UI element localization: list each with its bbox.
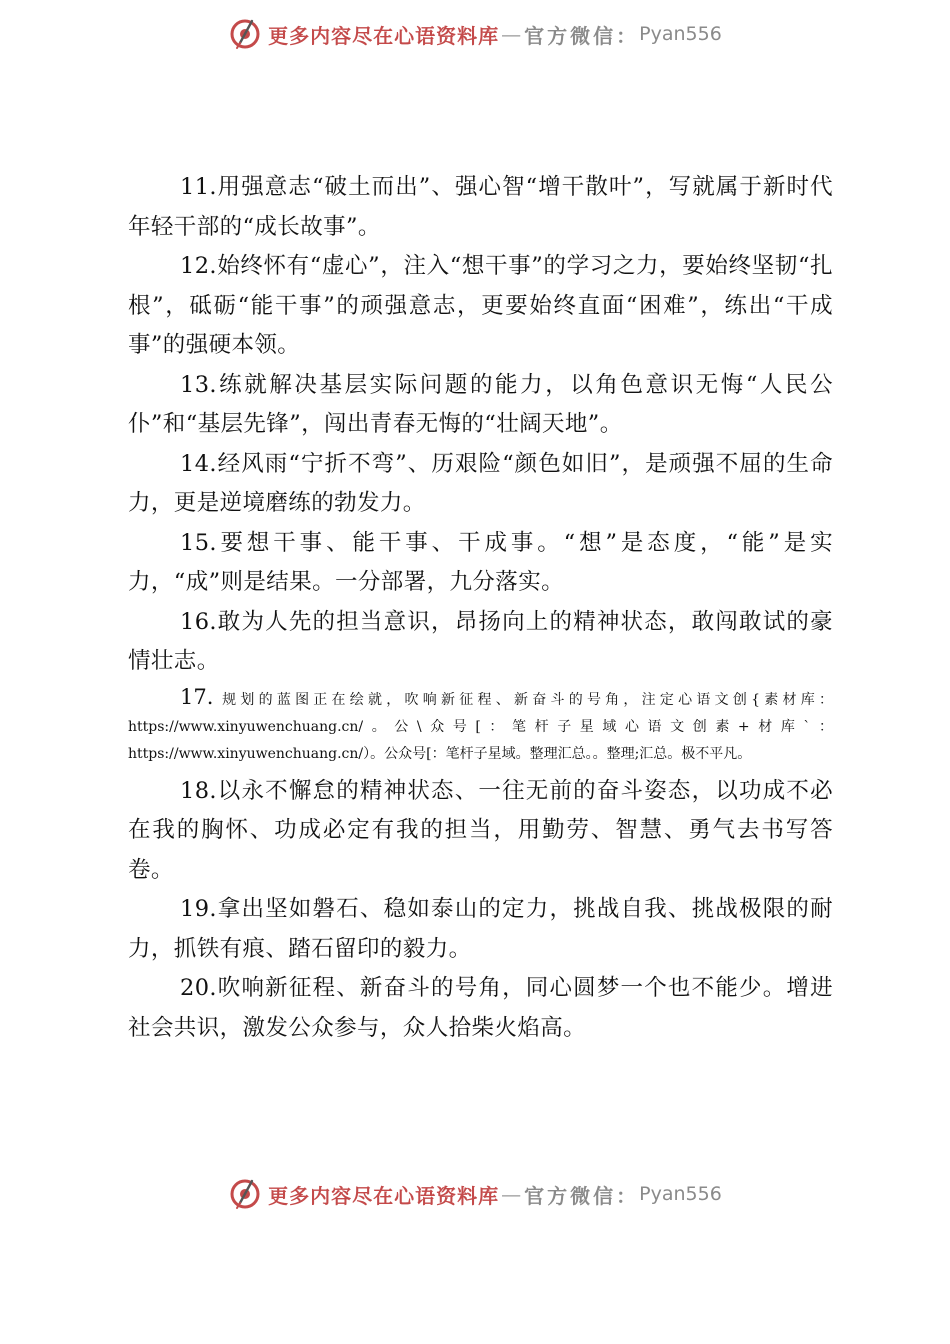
header-wechat-label: 官方微信： — [524, 23, 640, 48]
header-brand-text: 更多内容尽在心语资料库 — [268, 23, 500, 48]
paragraph-20: 20.吹响新征程、新奋斗的号角，同心圆梦一个也不能少。增进社会共识，激发公众参与，众人拾柴火焰高。 — [128, 975, 833, 1041]
paragraph-15: 15.要想干事、能干事、干成事。“想”是态度，“能”是实力，“成”则是结果。一分部署，九分落实。 — [128, 529, 833, 595]
header-dash: — — [501, 22, 523, 46]
brush-seal-logo-icon — [228, 1177, 262, 1211]
header-watermark — [0, 14, 950, 54]
brush-seal-logo-icon — [228, 17, 262, 51]
paragraph-17-number: 17. — [180, 684, 214, 709]
footer-wechat-id: Pyan556 — [639, 1183, 722, 1205]
header-wechat-id: Pyan556 — [639, 23, 722, 45]
paragraph-16: 16.敢为人先的担当意识，昂扬向上的精神状态，敢闯敢试的豪情壮志。 — [128, 608, 833, 674]
footer-dash: — — [501, 1182, 523, 1206]
paragraph-17 — [128, 684, 833, 768]
paragraph-13: 13.练就解决基层实际问题的能力，以角色意识无悔“人民公仆”和“基层先锋”，闯出青春无悔的“壮阔天地”。 — [128, 371, 833, 437]
paragraph-18: 18.以永不懈怠的精神状态、一往无前的奋斗姿态，以功成不必在我的胸怀、功成必定有我的担当，用勤劳、智慧、勇气去书写答卷。 — [128, 777, 833, 883]
paragraph-11: 11.用强意志“破土而出”、强心智“增干散叶”，写就属于新时代年轻干部的“成长故事”。 — [128, 174, 833, 240]
footer-wechat-label: 官方微信： — [524, 1183, 640, 1208]
paragraph-12: 12.始终怀有“虚心”，注入“想干事”的学习之力，要始终坚韧“扎根”，砥砺“能干事”的顽强意志，更要始终直面“困难”，练出“干成事”的强硬本领。 — [128, 253, 833, 358]
footer-watermark — [0, 1174, 950, 1214]
paragraph-14: 14.经风雨“宁折不弯”、历艰险“颜色如旧”，是顽强不屈的生命力，更是逆境磨练的勃发力。 — [128, 450, 833, 516]
paragraph-17-text: 规划的蓝图正在绘就，吹响新征程、新奋斗的号角，注定心语文创{素材库：https://www.xinyuwenchuang.cn/。公\众号[：笔杆子星域心语文创素+材库`：https://www.xinyuwenchuang.cn/）。公众号[：笔杆子星域。整理汇总。。整理;汇总。极不平凡。 — [128, 691, 833, 762]
document-body — [128, 168, 833, 1048]
paragraph-19: 19.拿出坚如磐石、稳如泰山的定力，挑战自我、挑战极限的耐力，抓铁有痕、踏石留印的毅力。 — [128, 896, 833, 962]
footer-brand-text: 更多内容尽在心语资料库 — [268, 1183, 500, 1208]
